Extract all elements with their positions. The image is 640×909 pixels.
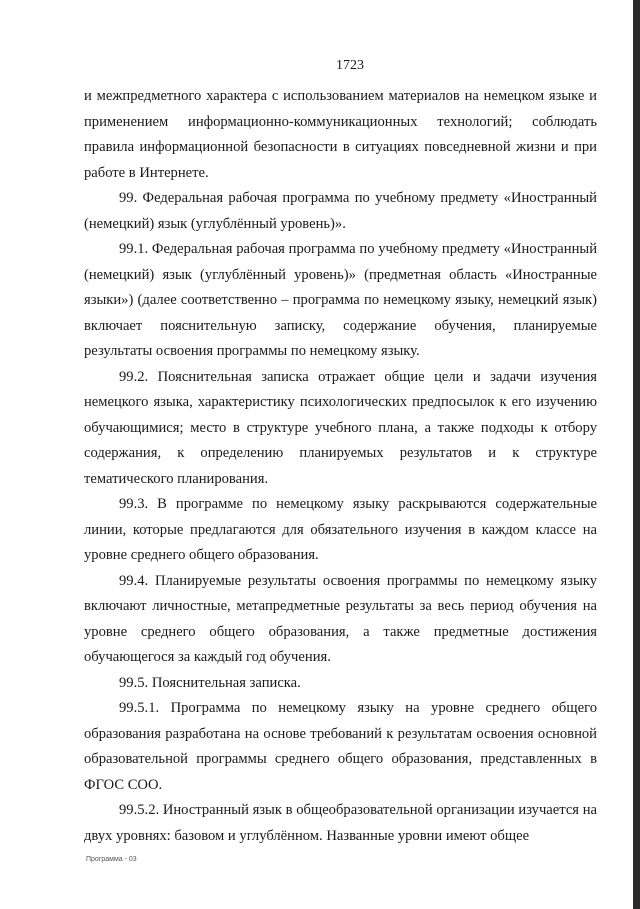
paragraph-99-4: 99.4. Планируемые результаты освоения программы по немецкому языку включают личностные, метапредметные результаты за весь период обучения на уровне среднего общего образования, а также предметные достижения обучающегося за каждый год обучения. <box>84 572 597 665</box>
paragraph-99-5: 99.5. Пояснительная записка. <box>119 674 301 691</box>
paragraph-99-5-1: 99.5.1. Программа по немецкому языку на уровне среднего общего образования разработана на основе требований к результатам освоения основной образовательной программы среднего общего образования, представленных в ФГОС СОО. <box>84 700 597 793</box>
paragraph-section-99: 99. Федеральная рабочая программа по учебному предмету «Иностранный (немецкий) язык (углублённый уровень)». <box>84 190 597 232</box>
paragraph-99-5-2: 99.5.2. Иностранный язык в общеобразовательной организации изучается на двух уровнях: базовом и углублённом. Названные уровни имеют общее <box>84 802 597 844</box>
paragraph-99-2: 99.2. Пояснительная записка отражает общие цели и задачи изучения немецкого языка, характеристику психологических предпосылок к его изучению обучающимися; место в структуре учебного плана, а также подходы к отбору содержания, к определению планируемых результатов и к структуре тематического планирования. <box>84 368 597 487</box>
page-number: 1723 <box>336 58 364 73</box>
scan-edge <box>633 0 640 909</box>
paragraph-99-1: 99.1. Федеральная рабочая программа по учебному предмету «Иностранный (немецкий) язык (углублённый уровень)» (предметная область «Иностранные языки») (далее соответственно – программа по немецкому языку, немецкий язык) включает пояснительную записку, содержание обучения, планируемые результаты освоения программы по немецкому языку. <box>84 241 597 359</box>
paragraph-99-3: 99.3. В программе по немецкому языку раскрываются содержательные линии, которые предлагаются для обязательного изучения в каждом классе на уровне среднего общего образования. <box>84 496 597 563</box>
paragraph-continuation: и межпредметного характера с использованием материалов на немецком языке и применением информационно-коммуникационных технологий; соблюдать правила информационной безопасности в ситуациях повседневной жизни и при работе в Интернете. <box>84 88 597 181</box>
footer-note: Программа - 03 <box>86 856 137 863</box>
document-body <box>84 84 597 849</box>
